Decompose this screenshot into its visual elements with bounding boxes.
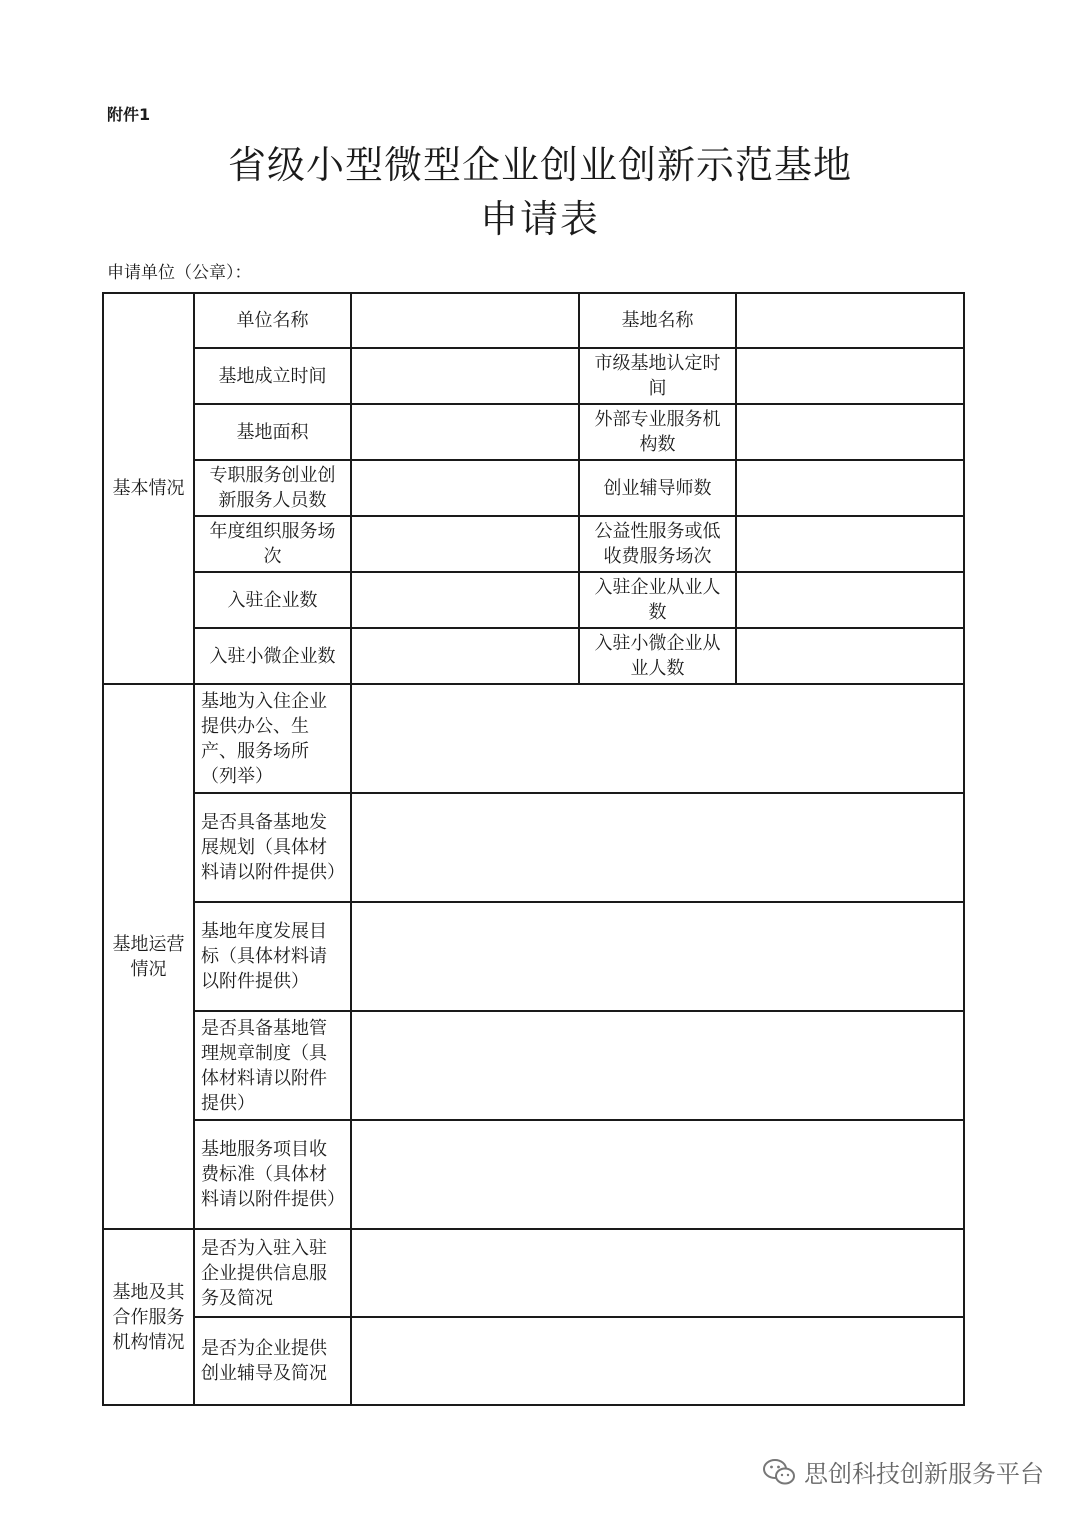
field-label: 公益性服务或低收费服务场次 (579, 516, 736, 572)
mentor-count-field[interactable] (736, 460, 964, 516)
section-label-cooperation: 基地及其合作服务机构情况 (103, 1229, 194, 1405)
form-title: 省级小型微型企业创业创新示范基地 (227, 143, 852, 187)
field-label: 外部专业服务机构数 (579, 404, 736, 460)
cooperation-row (103, 1229, 964, 1317)
field-label: 基地年度发展目标（具体材料请以附件提供） (194, 902, 351, 1011)
section-label-operation: 基地运营情况 (103, 684, 194, 1229)
field-label: 单位名称 (194, 293, 351, 348)
cooperation-row (103, 1317, 964, 1405)
development-plan-field[interactable] (351, 793, 964, 902)
field-label: 市级基地认定时间 (579, 348, 736, 404)
field-label: 入驻小微企业从业人数 (579, 628, 736, 684)
operation-row (103, 902, 964, 1011)
staff-count-field[interactable] (351, 460, 579, 516)
field-label: 是否为入驻入驻企业提供信息服务及简况 (194, 1229, 351, 1317)
small-company-employee-count-field[interactable] (736, 628, 964, 684)
application-form-table (102, 292, 965, 1406)
basic-row (103, 572, 964, 628)
field-label: 基地面积 (194, 404, 351, 460)
basic-row (103, 293, 964, 348)
operation-row (103, 1120, 964, 1229)
field-label: 基地名称 (579, 293, 736, 348)
basic-row (103, 348, 964, 404)
base-area-field[interactable] (351, 404, 579, 460)
section-label-basic: 基本情况 (103, 293, 194, 684)
field-label: 入驻企业从业人数 (579, 572, 736, 628)
resident-employee-count-field[interactable] (736, 572, 964, 628)
attachment-label: 附件1 (107, 105, 151, 124)
city-certification-date-field[interactable] (736, 348, 964, 404)
unit-name-field[interactable] (351, 293, 579, 348)
field-label: 基地为入住企业提供办公、生产、服务场所（列举） (194, 684, 351, 793)
field-label: 入驻小微企业数 (194, 628, 351, 684)
fee-standard-field[interactable] (351, 1120, 964, 1229)
basic-row (103, 628, 964, 684)
field-label: 基地成立时间 (194, 348, 351, 404)
watermark (762, 1454, 1044, 1489)
operation-row (103, 684, 964, 793)
basic-row (103, 516, 964, 572)
founding-date-field[interactable] (351, 348, 579, 404)
mentoring-field[interactable] (351, 1317, 964, 1405)
applicant-label: 申请单位（公章）： (107, 263, 252, 283)
external-service-count-field[interactable] (736, 404, 964, 460)
field-label: 是否具备基地发展规划（具体材料请以附件提供） (194, 793, 351, 902)
wechat-icon (762, 1457, 796, 1487)
field-label: 是否具备基地管理规章制度（具体材料请以附件提供） (194, 1011, 351, 1120)
base-name-field[interactable] (736, 293, 964, 348)
annual-goal-field[interactable] (351, 902, 964, 1011)
form-subtitle: 申请表 (479, 197, 600, 241)
resident-company-count-field[interactable] (351, 572, 579, 628)
operation-row (103, 1011, 964, 1120)
watermark-text: 思创科技创新服务平台 (804, 1460, 1044, 1488)
field-label: 基地服务项目收费标准（具体材料请以附件提供） (194, 1120, 351, 1229)
office-space-field[interactable] (351, 684, 964, 793)
basic-row (103, 460, 964, 516)
annual-events-field[interactable] (351, 516, 579, 572)
public-events-field[interactable] (736, 516, 964, 572)
small-company-count-field[interactable] (351, 628, 579, 684)
basic-row (103, 404, 964, 460)
field-label: 是否为企业提供创业辅导及简况 (194, 1317, 351, 1405)
field-label: 专职服务创业创新服务人员数 (194, 460, 351, 516)
field-label: 创业辅导师数 (579, 460, 736, 516)
info-service-field[interactable] (351, 1229, 964, 1317)
management-rules-field[interactable] (351, 1011, 964, 1120)
field-label: 年度组织服务场次 (194, 516, 351, 572)
operation-row (103, 793, 964, 902)
field-label: 入驻企业数 (194, 572, 351, 628)
